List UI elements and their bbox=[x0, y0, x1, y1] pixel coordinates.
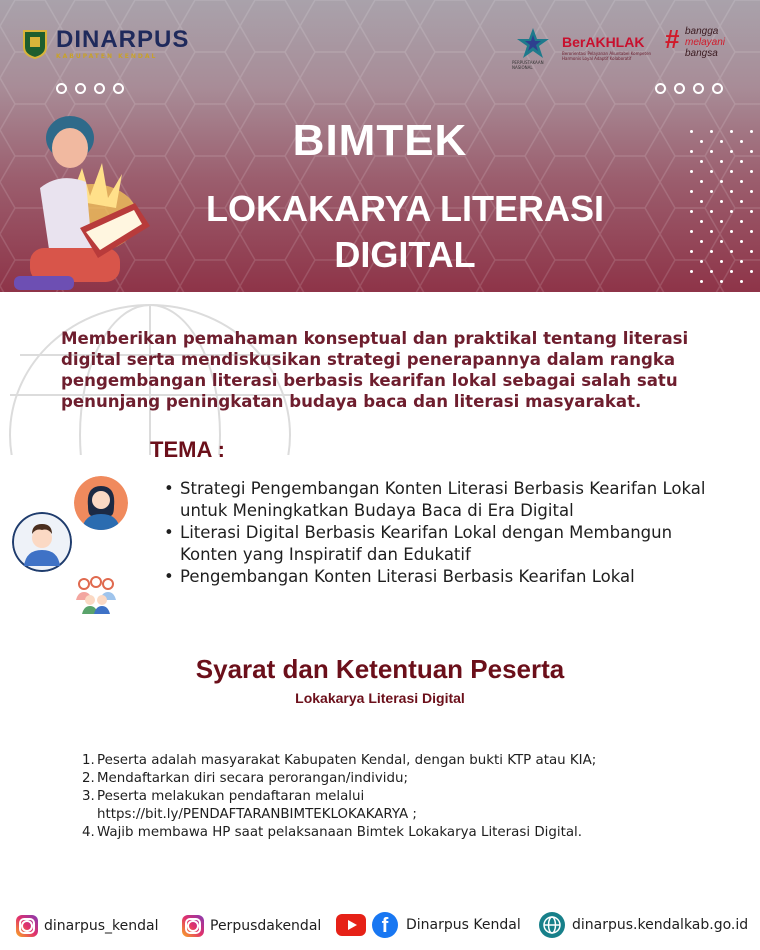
website-link[interactable] bbox=[538, 911, 748, 939]
syarat-item bbox=[82, 752, 722, 770]
header-banner bbox=[0, 0, 760, 292]
page-subtitle: LOKAKARYA LITERASI DIGITAL bbox=[205, 188, 605, 275]
instagram-perpusda[interactable] bbox=[182, 915, 321, 937]
bangga-word-3: bangsa bbox=[685, 48, 718, 59]
dinarpus-logo bbox=[22, 28, 189, 60]
intro-paragraph: Memberikan pemahaman konseptual dan praktikal tentang literasi digital serta mendiskusikan strategi penerapannya dalam rangka pengembangan literasi berbasis kearifan lokal sebagai salah satu penunjang peningkatan budaya baca dan literasi masyarakat. bbox=[61, 329, 689, 411]
footer-socials bbox=[0, 905, 760, 945]
page-title: BIMTEK bbox=[292, 116, 468, 165]
syarat-text: Wajib membawa HP saat pelaksanaan Bimtek Lokakarya Literasi Digital. bbox=[97, 825, 582, 840]
youtube-icon bbox=[336, 914, 366, 936]
website-url: dinarpus.kendalkab.go.id bbox=[572, 917, 749, 933]
tema-list bbox=[162, 478, 722, 588]
bangga-word-1: bangga bbox=[685, 26, 719, 37]
syarat-item bbox=[82, 824, 722, 842]
facebook-name: Dinarpus Kendal bbox=[406, 917, 521, 933]
decor-circles-right bbox=[655, 83, 723, 94]
syarat-text: Peserta melakukan pendaftaran melalui bbox=[97, 789, 365, 804]
instagram-icon bbox=[182, 915, 204, 937]
berakhlak-logo: BerAKHLAK bbox=[562, 34, 645, 50]
tema-item: • Literasi Digital Berbasis Kearifan Lokal dengan Membangun Konten yang Inspiratif dan Edukatif bbox=[162, 522, 722, 566]
syarat-num: 4. bbox=[82, 825, 95, 840]
brand-subtitle: KABUPATEN KENDAL bbox=[56, 53, 158, 60]
syarat-list bbox=[82, 752, 722, 842]
syarat-item bbox=[82, 788, 722, 824]
berakhlak-tagline: Berorientasi Pelayanan Akuntabel Kompeten Harmonis Loyal Adaptif Kolaboratif bbox=[562, 51, 652, 61]
kendal-emblem-icon bbox=[22, 29, 48, 59]
globe-icon bbox=[538, 911, 566, 939]
tema-heading: TEMA : bbox=[150, 437, 225, 462]
syarat-text: Mendaftarkan diri secara perorangan/individu; bbox=[97, 771, 408, 786]
syarat-num: 2. bbox=[82, 771, 95, 786]
man-avatar-icon bbox=[12, 512, 72, 572]
instagram-icon bbox=[16, 915, 38, 937]
instagram-handle-1: dinarpus_kendal bbox=[44, 918, 159, 934]
instagram-handle-2: Perpusdakendal bbox=[210, 918, 322, 934]
youtube-facebook[interactable] bbox=[336, 912, 521, 938]
woman-avatar-icon bbox=[74, 476, 128, 530]
instagram-dinarpus[interactable] bbox=[16, 915, 159, 937]
hash-icon: # bbox=[665, 24, 680, 54]
syarat-heading: Syarat dan Ketentuan Peserta bbox=[195, 654, 565, 684]
syarat-item bbox=[82, 770, 722, 788]
syarat-subheading: Lokakarya Literasi Digital bbox=[295, 690, 465, 706]
tema-item: • Pengembangan Konten Literasi Berbasis Kearifan Lokal bbox=[162, 566, 722, 588]
star-caption: PERPUSTAKAAN NASIONAL bbox=[512, 60, 544, 70]
bangga-word-2: melayani bbox=[685, 37, 726, 48]
facebook-icon: f bbox=[372, 912, 398, 938]
group-people-icon bbox=[70, 574, 122, 614]
bangga-melayani-logo bbox=[665, 24, 726, 59]
brand-name: DINARPUS bbox=[56, 26, 190, 53]
registration-link[interactable]: https://bit.ly/PENDAFTARANBIMTEKLOKAKARYA ; bbox=[97, 807, 417, 822]
syarat-num: 1. bbox=[82, 753, 95, 768]
syarat-num: 3. bbox=[82, 789, 95, 804]
syarat-text: Peserta adalah masyarakat Kabupaten Kendal, dengan bukti KTP atau KIA; bbox=[97, 753, 597, 768]
partner-logos bbox=[512, 24, 752, 74]
perpusnas-star-icon bbox=[516, 26, 550, 60]
tema-item: • Strategi Pengembangan Konten Literasi Berbasis Kearifan Lokal untuk Meningkatkan Budaya Baca di Era Digital bbox=[162, 478, 722, 522]
decor-circles-left bbox=[56, 83, 124, 94]
